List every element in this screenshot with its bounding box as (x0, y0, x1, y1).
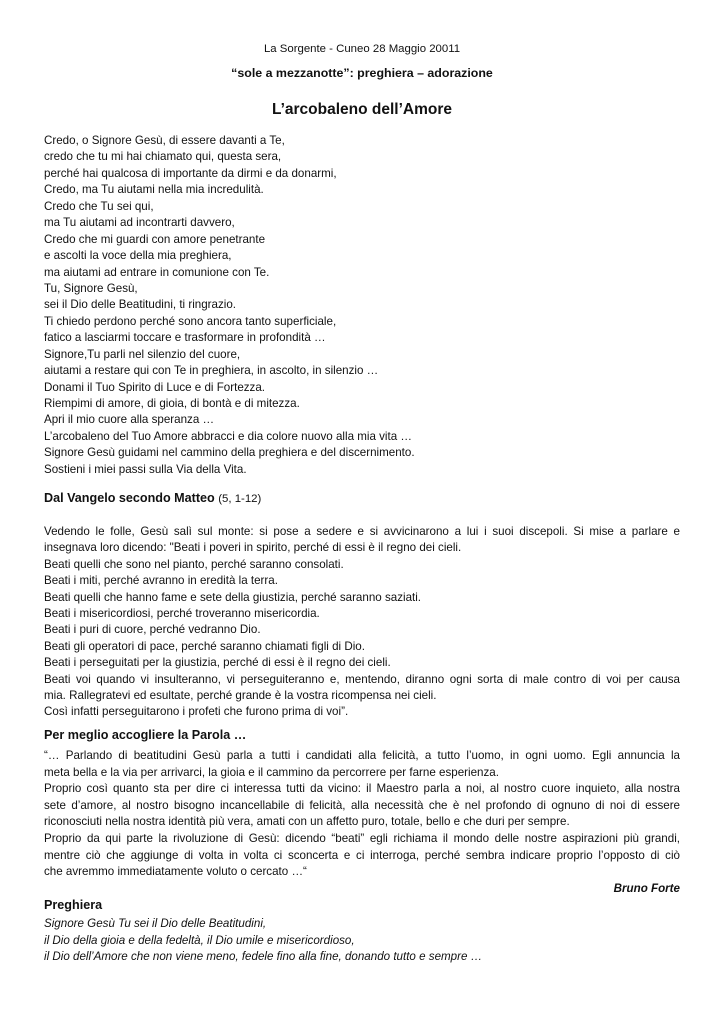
reflection-line: Proprio da qui parte la rivoluzione di Gesù: dicendo “beati” egli richiama il mondo delle nostre aspirazioni più grandi, (44, 831, 680, 845)
gospel-line: Beati i puri di cuore, perché vedranno Dio. (44, 623, 261, 637)
poem-line: L’arcobaleno del Tuo Amore abbracci e dia colore nuovo alla mia vita … (44, 429, 412, 443)
reflection-line: riconosciuti nella nostra identità più vera, amati con un affetto puro, totale, bello e che duri per sempre. (44, 815, 570, 829)
prayer-line: il Dio della gioia e della fedeltà, il Dio umile e misericordioso, (44, 933, 355, 947)
reflection-line: sete d’amore, al nostro bisogno incancellabile di felicità, alla necessità che è nel profondo di ognuno di noi di essere (44, 798, 680, 812)
gospel-line: Beati voi quando vi insulteranno, vi perseguiteranno e, mentendo, diranno ogni sorta di male contro di voi per causa (44, 672, 680, 686)
poem-line: e ascolti la voce della mia preghiera, (44, 249, 232, 263)
gospel-text (44, 524, 680, 721)
poem-line: Sostieni i miei passi sulla Via della Vita. (44, 462, 247, 476)
poem-line: Signore,Tu parli nel silenzio del cuore, (44, 347, 241, 361)
poem-line: Tu, Signore Gesù, (44, 281, 138, 295)
header-org: La Sorgente - Cuneo 28 Maggio 20011 (263, 43, 461, 55)
closing-prayer (44, 916, 680, 966)
gospel-line: Beati i misericordiosi, perché troveranno misericordia. (44, 606, 320, 620)
reflection-line: meta bella e la via per arrivarci, la gioia e il cammino da percorrere per farne esperienza. (44, 765, 499, 779)
gospel-line: insegnava loro dicendo: "Beati i poveri in spirito, perché di essi è il regno dei cieli. (44, 541, 462, 555)
poem-line: Credo che Tu sei qui, (44, 199, 154, 213)
reflection-line: mentre ciò che aggiunge di volta in volta ci sconcerta e ci interroga, perché sembra indicare proprio l’opposto di ciò (44, 848, 680, 862)
poem-line: perché hai qualcosa di importante da dirmi e da donarmi, (44, 166, 337, 180)
poem-line: sei il Dio delle Beatitudini, ti ringrazio. (44, 298, 237, 312)
poem-line: credo che tu mi hai chiamato qui, questa sera, (44, 150, 282, 164)
reflection-text (44, 748, 680, 881)
poem-line: Ti chiedo perdono perché sono ancora tanto superficiale, (44, 314, 337, 328)
reflection-author: Bruno Forte (613, 882, 680, 895)
poem-line: aiutami a restare qui con Te in preghiera, in ascolto, in silenzio … (44, 364, 379, 378)
poem-line: Credo, ma Tu aiutami nella mia incredulità. (44, 183, 264, 197)
page-title: L’arcobaleno dell’Amore (271, 101, 453, 118)
opening-prayer (44, 133, 680, 478)
poem-line: Credo, o Signore Gesù, di essere davanti a Te, (44, 134, 285, 147)
prayer-line: il Dio dell’Amore che non viene meno, fedele fino alla fine, donando tutto e sempre … (44, 950, 483, 964)
poem-line: Credo che mi guardi con amore penetrante (44, 232, 266, 246)
reflection-line: Proprio così quanto sta per dire ci interessa tutti da vicino: il Maestro parla a noi, al nostro cuore inquieto, alla nostra (44, 782, 680, 796)
gospel-reference: (5, 1-12) (218, 493, 262, 505)
header-subtitle: “sole a mezzanotte”: preghiera – adorazione (231, 66, 493, 80)
gospel-line: Così infatti perseguitarono i profeti che furono prima di voi”. (44, 705, 349, 719)
poem-line: Signore Gesù guidami nel cammino della preghiera e del discernimento. (44, 446, 415, 460)
gospel-line: mia. Rallegratevi ed esultate, perché grande è la vostra ricompensa nei cieli. (44, 688, 437, 702)
poem-line: Donami il Tuo Spirito di Luce e di Fortezza. (44, 380, 266, 394)
gospel-line: Beati gli operatori di pace, perché saranno chiamati figli di Dio. (44, 639, 365, 653)
prayer-line: Signore Gesù Tu sei il Dio delle Beatitudini, (44, 917, 267, 930)
gospel-line: Beati i perseguitati per la giustizia, perché di essi è il regno dei cieli. (44, 656, 391, 670)
gospel-line: Beati quelli che hanno fame e sete della giustizia, perché saranno saziati. (44, 590, 422, 604)
gospel-heading-text: Dal Vangelo secondo Matteo (44, 491, 215, 505)
poem-line: ma Tu aiutami ad incontrarti davvero, (44, 216, 235, 230)
reflection-line: che avremmo immediatamente voluto o cercato …“ (44, 865, 307, 879)
gospel-line: Vedendo le folle, Gesù salì sul monte: si pose a sedere e si avvicinarono a lui i suoi discepoli. Si mise a parlare e (44, 525, 680, 538)
prayer-heading: Preghiera (44, 898, 103, 912)
poem-line: ma aiutami ad entrare in comunione con Te. (44, 265, 270, 279)
gospel-line: Beati quelli che sono nel pianto, perché saranno consolati. (44, 557, 344, 571)
gospel-heading (44, 491, 261, 505)
poem-line: Riempimi di amore, di gioia, di bontà e di mitezza. (44, 397, 300, 410)
reflection-heading: Per meglio accogliere la Parola … (44, 728, 247, 742)
reflection-line: “… Parlando di beatitudini Gesù parla a tutti i candidati alla felicità, a tutto l’uomo, in ogni uomo. Egli annuncia la (44, 749, 680, 762)
poem-line: fatico a lasciarmi toccare e trasformare in profondità … (44, 331, 326, 345)
poem-line: Apri il mio cuore alla speranza … (44, 413, 215, 427)
gospel-line: Beati i miti, perché avranno in eredità la terra. (44, 574, 278, 588)
